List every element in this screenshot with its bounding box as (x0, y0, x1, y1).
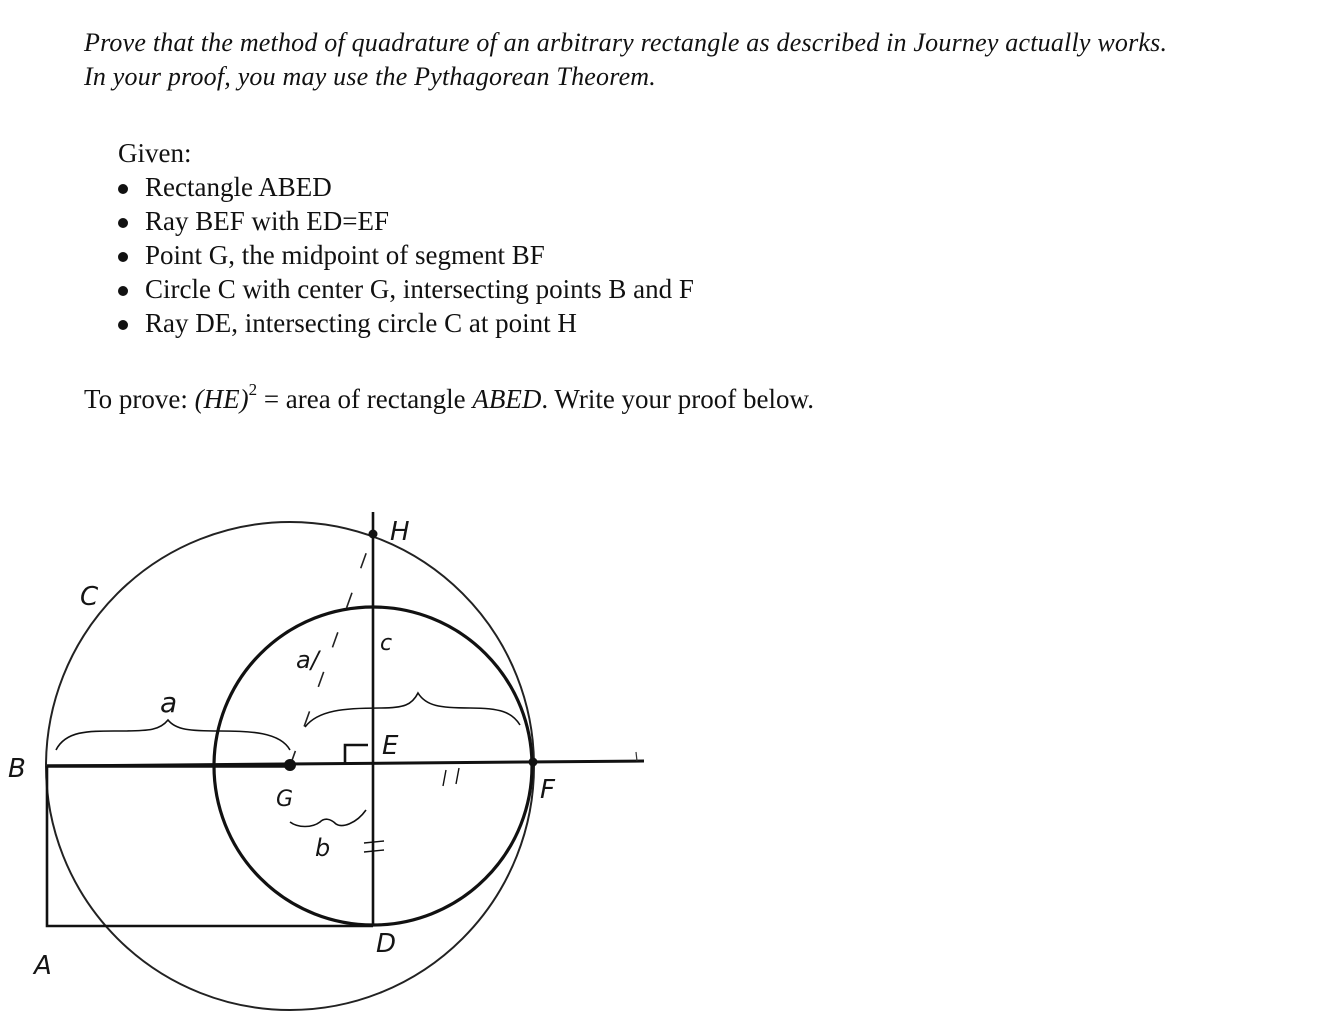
bullet-icon (118, 218, 128, 228)
bullet-icon (118, 286, 128, 296)
prompt-line-2: In your proof, you may use the Pythagorean Theorem. (84, 62, 656, 91)
label-d: D (376, 929, 397, 959)
tick-marks-ef (443, 768, 459, 786)
prompt-line-1: Prove that the method of quadrature of an arbitrary rectangle as described in Journey actually works. (84, 28, 1168, 57)
label-b-length: b (315, 834, 331, 862)
label-c-length: c (380, 631, 393, 656)
given-list (118, 170, 694, 340)
brace-a (56, 720, 290, 750)
exponent: 2 (248, 380, 258, 399)
given-heading: Given: (118, 138, 192, 168)
given-item: Ray DE, intersecting circle C at point H (118, 306, 694, 340)
given-item: Rectangle ABED (118, 170, 694, 204)
given-section (118, 136, 694, 340)
given-item: Circle C with center G, intersecting points B and F (118, 272, 694, 306)
label-f: F (540, 775, 555, 805)
to-prove-statement: To prove: (HE)$^2$ = area of rectangle ABED. Write your proof below. (84, 380, 815, 414)
he-expression: (HE) (194, 384, 249, 414)
brace-b (290, 810, 366, 827)
label-a-length: a (160, 686, 178, 719)
problem-prompt (84, 26, 1340, 94)
bullet-icon (118, 184, 128, 194)
brace-c (305, 693, 520, 727)
label-b: B (8, 754, 26, 784)
point-h (369, 530, 378, 539)
given-item: Point G, the midpoint of segment BF (118, 238, 694, 272)
bullet-icon (118, 320, 128, 330)
label-c-circle: C (80, 582, 99, 612)
label-h: H (390, 517, 410, 547)
label-g: G (276, 787, 294, 812)
point-f (529, 758, 538, 767)
given-item: Ray BEF with ED=EF (118, 204, 694, 238)
label-e: E (382, 731, 399, 761)
point-g (284, 759, 296, 771)
bullet-icon (118, 252, 128, 262)
label-a-point: A (34, 951, 52, 981)
label-a-prime: a/ (296, 646, 319, 674)
rectangle-name: ABED (472, 384, 542, 414)
geometry-diagram (0, 440, 700, 1023)
right-angle-mark (345, 745, 368, 764)
